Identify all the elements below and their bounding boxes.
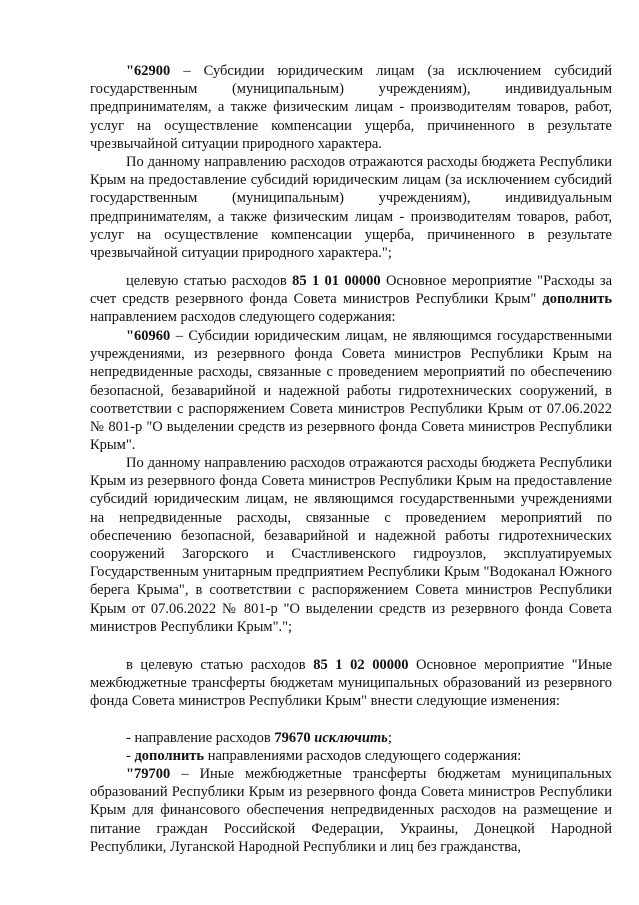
keyword-isklyuchit: исключить [310,730,388,746]
list-text: - направление расходов [126,730,275,746]
code-60960: "60960 [126,328,171,344]
keyword-dopolnit: дополнить [542,291,612,308]
paragraph-text: в целевую статью расходов [126,657,314,673]
paragraph-60960 [90,327,612,454]
paragraph-text: – Иные межбюджетные трансферты бюджетам муниципальных образований Республики Крым из резервного фонда Совета министров Республики Крым для финансового обеспечения непредвиденных расходов на размещение и питание граждан Российской Федерации, Украины, Донецкой Народной Республики, Луганской Народной Республики и лиц без гражданства, [90,766,612,855]
list-text: ; [387,730,392,746]
paragraph-target-85-1-02 [90,656,612,711]
code-79700: "79700 [126,766,171,782]
paragraph-62900 [90,62,612,153]
paragraph-79700 [90,765,612,856]
list-text: - [126,748,135,764]
paragraph-62900-description: По данному направлению расходов отражаются расходы бюджета Республики Крым на предоставление субсидий юридическим лицам (за исключением субсидий государственным (муниципальным) учреждениям), индивидуальным предпринимателям, а также физическим лицам - производителям товаров, работ, услуг на осуществление компенсации ущерба, причиненного в результате чрезвычайной ситуации природного характера."; [90,154,612,262]
list-item-add [126,747,521,765]
paragraph-text: направлением расходов следующего содержания: [90,309,396,326]
code-62900: "62900 [126,63,171,79]
paragraph-text: целевую статью расходов [126,273,293,289]
paragraph-target-85-1-01 [90,272,612,327]
code-85-1-01: 85 1 01 00000 [292,273,381,289]
paragraph-60960-description: По данному направлению расходов отражаются расходы бюджета Республики Крым из резервного фонда Совета министров Республики Крым на предоставление субсидий юридическим лицам, не являющимся государственными учреждениями на непредвиденные расходы, связанные с проведением мероприятий по обеспечению безопасной, безаварийной и надежной работы гидротехнических сооружений Загорского и Счастливенского гидроузлов, эксплуатируемых Государственным унитарным предприятием Республики Крым "Водоканал Южного берега Крыма", в соответствии с распоряжением Совета министров Республики Крым от 07.06.2022 № 801-р "О выделении средств из резервного фонда Совета министров Республики Крым"."; [90,455,612,635]
code-85-1-02: 85 1 02 00000 [313,657,409,673]
paragraph-text: Основное мероприятие "Расходы за счет средств резервного фонда Совета министров Республики Крым" [90,273,613,308]
paragraph-text: – Субсидии юридическим лицам (за исключением субсидий государственным (муниципальным) учреждениям), индивидуальным предпринимателям, а также физическим лицам - производителям товаров, работ, услуг на осуществление компенсации ущерба, причиненного в результате чрезвычайной ситуации природного характера. [90,63,612,152]
list-item-exclude-79670 [126,729,392,747]
paragraph-text: – Субсидии юридическим лицам, не являющимся государственными учреждениями, из резервного фонда Совета министров Республики Крым на непредвиденные расходы, связанные с проведением мероприятий по обеспечению безопасной, безаварийной и надежной работы гидротехнических сооружений, в соответствии с распоряжением Совета министров Республики Крым от 07.06.2022 № 801-р "О выделении средств из резервного фонда Совета министров Республики Крым". [90,328,612,454]
paragraph-text: Основное мероприятие "Иные межбюджетные трансферты бюджетам муниципальных образований из резервного фонда Совета министров Республики Крым" внести следующие изменения: [90,657,613,710]
keyword-dopolnit-2: дополнить [134,748,205,764]
list-text: направлениями расходов следующего содержания: [204,748,522,764]
code-79670: 79670 [274,730,311,746]
